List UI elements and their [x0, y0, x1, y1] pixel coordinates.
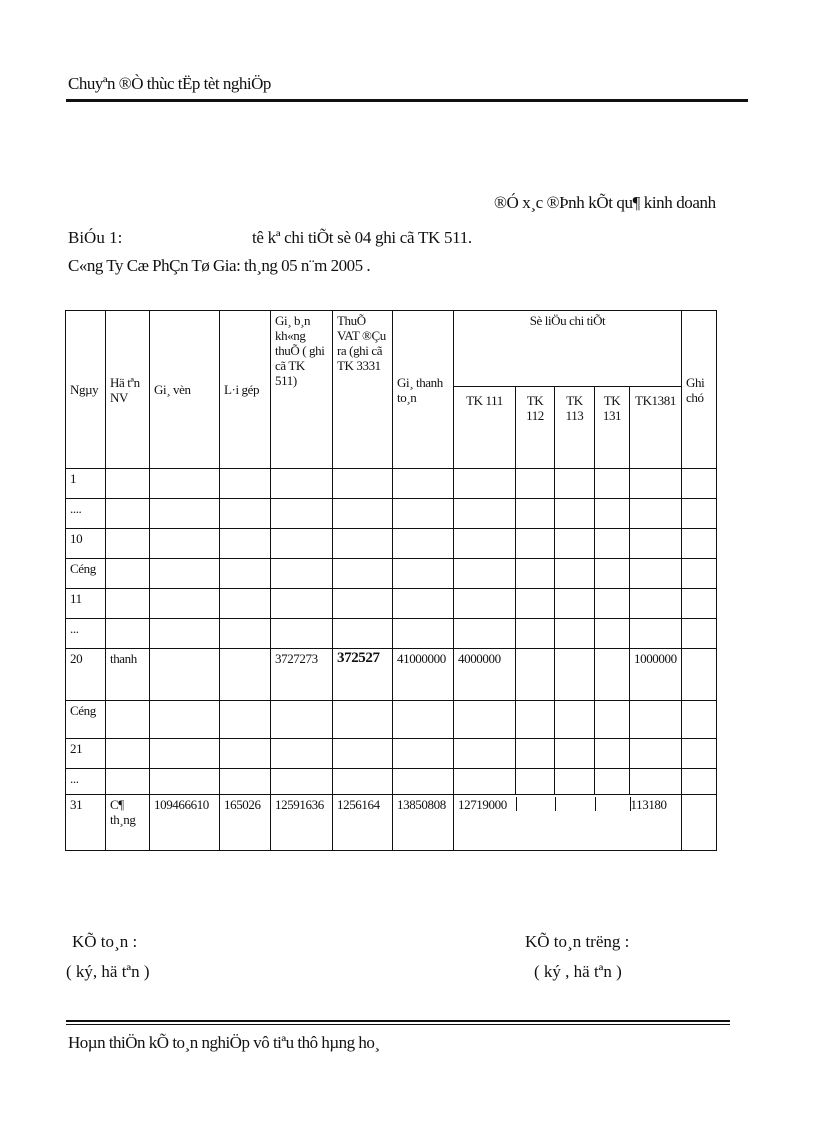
- cell-gia-thanh-toan: [393, 499, 454, 529]
- header-ghi-chu: Ghi chó: [682, 311, 717, 469]
- table-row: [66, 529, 717, 559]
- cell-thue-vat: [333, 529, 393, 559]
- cell-lai-gop: [220, 619, 271, 649]
- cell-ho-ten: [106, 529, 150, 559]
- cell-gia-ban: [271, 559, 333, 589]
- cell-tk112: [516, 649, 555, 701]
- cell-gia-von: [150, 619, 220, 649]
- cell-gia-von: [150, 769, 220, 795]
- cell-tk112: [516, 769, 555, 795]
- cell-tk1381: 1000000: [630, 649, 682, 701]
- cell-tk1381: 113180: [630, 795, 682, 851]
- cell-tk111: [454, 769, 516, 795]
- cell-tk111: [454, 559, 516, 589]
- cell-tk1381: [630, 499, 682, 529]
- cell-gia-von: [150, 739, 220, 769]
- cell-gia-von: [150, 649, 220, 701]
- signature-ke-toan-truong-note: ( ký , hä tªn ): [534, 962, 622, 981]
- cell-lai-gop: [220, 559, 271, 589]
- cell-gia-von: [150, 559, 220, 589]
- cell-ho-ten: [106, 589, 150, 619]
- header-tk131: TK 131: [595, 387, 630, 469]
- cell-gia-von: [150, 469, 220, 499]
- table-row: [66, 649, 717, 701]
- header-thue-vat: ThuÕ VAT ®Çu ra (ghi cã TK 3331: [333, 311, 393, 469]
- cell-ghi-chu: [682, 559, 717, 589]
- cell-tk1381: [630, 469, 682, 499]
- cell-tk1381: [630, 529, 682, 559]
- cell-ngay: 10: [66, 529, 106, 559]
- table-row: [66, 499, 717, 529]
- cell-tk113: [555, 739, 595, 769]
- page-header: Chuyªn ®Ò thùc tËp tèt nghiÖp: [68, 74, 271, 93]
- section-title: ®Ó x¸c ®Þnh kÕt qu¶ kinh doanh: [494, 193, 716, 212]
- cell-gia-thanh-toan: [393, 469, 454, 499]
- cell-lai-gop: [220, 499, 271, 529]
- cell-tk1381: [630, 559, 682, 589]
- cell-gia-ban: 3727273: [271, 649, 333, 701]
- cell-ghi-chu: [682, 795, 717, 851]
- cell-tk112: [516, 701, 555, 739]
- cell-lai-gop: [220, 469, 271, 499]
- cell-tk131: [595, 559, 630, 589]
- cell-tk113: [555, 619, 595, 649]
- cell-gia-ban: [271, 499, 333, 529]
- cell-ho-ten: C¶ th¸ng: [106, 795, 150, 851]
- cell-tk131: [595, 795, 630, 851]
- cell-thue-vat: [333, 739, 393, 769]
- cell-tk131: [595, 769, 630, 795]
- table-label: BiÓu 1:: [68, 228, 123, 247]
- cell-gia-ban: [271, 619, 333, 649]
- cell-lai-gop: 165026: [220, 795, 271, 851]
- signature-ke-toan: KÕ to¸n :: [72, 932, 138, 951]
- ledger-table: [65, 310, 717, 851]
- cell-ho-ten: [106, 499, 150, 529]
- header-gia-thanh-toan: Gi¸ thanh to¸n: [393, 311, 454, 469]
- header-gia-von: Gi¸ vèn: [150, 311, 220, 469]
- cell-tk113: [555, 499, 595, 529]
- cell-gia-thanh-toan: [393, 529, 454, 559]
- cell-lai-gop: [220, 739, 271, 769]
- cell-gia-von: [150, 499, 220, 529]
- cell-tk111: [454, 499, 516, 529]
- header-ho-ten: Hä tªn NV: [106, 311, 150, 469]
- cell-ho-ten: [106, 559, 150, 589]
- header-tk1381: TK1381: [630, 387, 682, 469]
- cell-ghi-chu: [682, 619, 717, 649]
- table-row: [66, 589, 717, 619]
- header-rule: [66, 99, 748, 102]
- header-tk112: TK 112: [516, 387, 555, 469]
- cell-ngay: Céng: [66, 559, 106, 589]
- table-row: [66, 559, 717, 589]
- cell-ngay: 20: [66, 649, 106, 701]
- cell-tk131: [595, 739, 630, 769]
- cell-gia-von: [150, 529, 220, 559]
- column-tick: [555, 797, 556, 811]
- cell-tk131: [595, 499, 630, 529]
- header-ngay: Ngµy: [66, 311, 106, 469]
- cell-ghi-chu: [682, 589, 717, 619]
- cell-tk111: [454, 701, 516, 739]
- cell-tk113: [555, 649, 595, 701]
- cell-gia-thanh-toan: [393, 619, 454, 649]
- page-footer: Hoµn thiÖn kÕ to¸n nghiÖp vô tiªu thô hµng ho¸: [68, 1033, 380, 1052]
- company-line: C«ng Ty Cæ PhÇn Tø Gia: th¸ng 05 n¨m 2005 .: [68, 256, 371, 275]
- table-row: [66, 795, 717, 851]
- cell-tk111: [454, 619, 516, 649]
- cell-gia-ban: [271, 739, 333, 769]
- table-row: [66, 769, 717, 795]
- cell-tk112: [516, 529, 555, 559]
- header-lai-gop: L·i gép: [220, 311, 271, 469]
- cell-lai-gop: [220, 769, 271, 795]
- cell-ngay: 1: [66, 469, 106, 499]
- cell-ghi-chu: [682, 649, 717, 701]
- cell-ngay: 21: [66, 739, 106, 769]
- signature-ke-toan-note: ( ký, hä tªn ): [66, 962, 150, 981]
- cell-tk131: [595, 589, 630, 619]
- cell-thue-vat: [333, 619, 393, 649]
- table-row: [66, 739, 717, 769]
- cell-ho-ten: [106, 619, 150, 649]
- cell-gia-thanh-toan: [393, 701, 454, 739]
- header-tk111: TK 111: [454, 387, 516, 469]
- cell-tk113: [555, 701, 595, 739]
- cell-gia-thanh-toan: [393, 589, 454, 619]
- signature-ke-toan-truong: KÕ to¸n trëng :: [525, 932, 630, 951]
- cell-tk1381: [630, 701, 682, 739]
- cell-gia-von: [150, 701, 220, 739]
- cell-gia-ban: [271, 769, 333, 795]
- cell-thue-vat: [333, 469, 393, 499]
- cell-ghi-chu: [682, 499, 717, 529]
- cell-ghi-chu: [682, 739, 717, 769]
- cell-tk112: [516, 739, 555, 769]
- cell-tk1381: [630, 739, 682, 769]
- cell-tk131: [595, 649, 630, 701]
- cell-gia-thanh-toan: [393, 559, 454, 589]
- cell-tk131: [595, 469, 630, 499]
- cell-tk113: [555, 769, 595, 795]
- cell-tk113: [555, 469, 595, 499]
- cell-ho-ten: [106, 769, 150, 795]
- cell-ho-ten: thanh: [106, 649, 150, 701]
- cell-tk112: [516, 499, 555, 529]
- cell-lai-gop: [220, 529, 271, 559]
- cell-thue-vat: [333, 559, 393, 589]
- table-row: [66, 701, 717, 739]
- cell-gia-thanh-toan: 41000000: [393, 649, 454, 701]
- cell-tk1381: [630, 589, 682, 619]
- cell-tk112: [516, 589, 555, 619]
- cell-lai-gop: [220, 701, 271, 739]
- cell-gia-thanh-toan: [393, 769, 454, 795]
- table-row: [66, 469, 717, 499]
- cell-tk131: [595, 619, 630, 649]
- cell-thue-vat: 372527: [333, 649, 393, 701]
- cell-gia-ban: [271, 469, 333, 499]
- cell-tk111: [454, 589, 516, 619]
- cell-gia-ban: [271, 529, 333, 559]
- cell-gia-von: 109466610: [150, 795, 220, 851]
- cell-tk1381: [630, 619, 682, 649]
- cell-ngay: ...: [66, 769, 106, 795]
- cell-gia-von: [150, 589, 220, 619]
- cell-tk111: [454, 529, 516, 559]
- cell-tk131: [595, 529, 630, 559]
- footer-rule: [66, 1020, 730, 1022]
- cell-gia-thanh-toan: [393, 739, 454, 769]
- cell-tk113: [555, 795, 595, 851]
- cell-ngay: Céng: [66, 701, 106, 739]
- cell-tk113: [555, 529, 595, 559]
- cell-tk112: [516, 795, 555, 851]
- cell-tk1381: [630, 769, 682, 795]
- header-tk113: TK 113: [555, 387, 595, 469]
- table-title: tê kª chi tiÕt sè 04 ghi cã TK 511.: [252, 228, 472, 247]
- footer-rule-thin: [66, 1024, 730, 1025]
- cell-ho-ten: [106, 469, 150, 499]
- cell-tk113: [555, 559, 595, 589]
- column-tick: [595, 797, 596, 811]
- cell-tk112: [516, 559, 555, 589]
- cell-gia-thanh-toan: 13850808: [393, 795, 454, 851]
- cell-thue-vat: [333, 769, 393, 795]
- cell-tk112: [516, 469, 555, 499]
- cell-ho-ten: [106, 739, 150, 769]
- header-gia-ban: Gi¸ b¸n kh«ng thuÕ ( ghi cã TK 511): [271, 311, 333, 469]
- cell-lai-gop: [220, 649, 271, 701]
- cell-ghi-chu: [682, 529, 717, 559]
- cell-ho-ten: [106, 701, 150, 739]
- cell-gia-ban: [271, 701, 333, 739]
- cell-tk112: [516, 619, 555, 649]
- cell-tk113: [555, 589, 595, 619]
- cell-tk111: 4000000: [454, 649, 516, 701]
- cell-ngay: ....: [66, 499, 106, 529]
- cell-tk131: [595, 701, 630, 739]
- cell-ngay: 11: [66, 589, 106, 619]
- cell-ghi-chu: [682, 701, 717, 739]
- cell-gia-ban: 12591636: [271, 795, 333, 851]
- column-tick: [516, 797, 517, 811]
- cell-tk111: [454, 739, 516, 769]
- cell-gia-ban: [271, 589, 333, 619]
- cell-tk111: [454, 469, 516, 499]
- cell-ghi-chu: [682, 469, 717, 499]
- cell-thue-vat: 1256164: [333, 795, 393, 851]
- table-row: [66, 619, 717, 649]
- cell-ghi-chu: [682, 769, 717, 795]
- cell-tk111: 12719000: [454, 795, 516, 851]
- cell-lai-gop: [220, 589, 271, 619]
- cell-ngay: ...: [66, 619, 106, 649]
- cell-ngay: 31: [66, 795, 106, 851]
- cell-thue-vat: [333, 499, 393, 529]
- header-so-lieu: Sè liÖu chi tiÕt: [454, 311, 682, 387]
- cell-thue-vat: [333, 589, 393, 619]
- cell-thue-vat: [333, 701, 393, 739]
